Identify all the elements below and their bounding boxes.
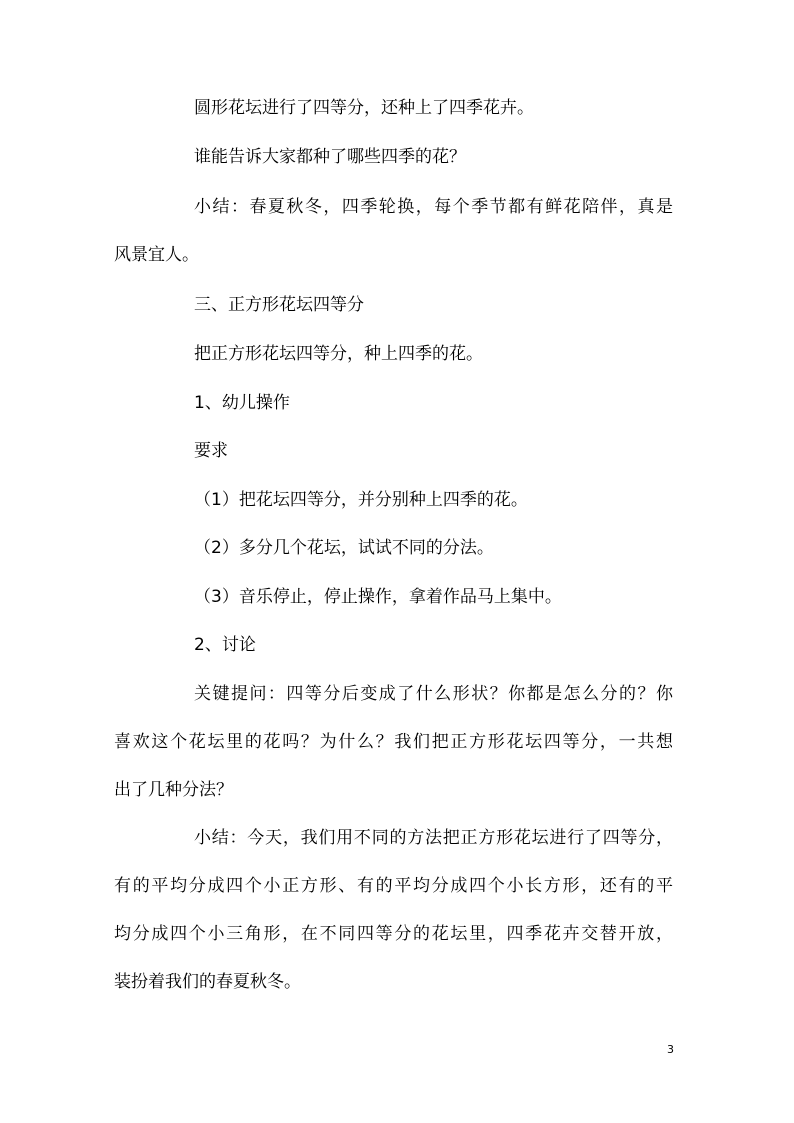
paragraph-line: 均分成四个小三角形，在不同四等分的花坛里，四季花卉交替开放， xyxy=(114,924,673,944)
section-heading: 三、正方形花坛四等分 xyxy=(194,295,364,315)
list-item: （3）音乐停止，停止操作，拿着作品马上集中。 xyxy=(194,587,562,607)
subheading: 1、幼儿操作 xyxy=(194,393,290,413)
paragraph-line: 喜欢这个花坛里的花吗？为什么？我们把正方形花坛四等分，一共想 xyxy=(114,732,673,752)
paragraph-line: 小结：今天，我们用不同的方法把正方形花坛进行了四等分， xyxy=(194,828,673,848)
list-item: （1）把花坛四等分，并分别种上四季的花。 xyxy=(194,490,528,510)
paragraph-line: 圆形花坛进行了四等分，还种上了四季花卉。 xyxy=(194,98,534,118)
paragraph-line: 装扮着我们的春夏秋冬。 xyxy=(114,972,301,992)
paragraph-line: 小结：春夏秋冬，四季轮换，每个季节都有鲜花陪伴，真是 xyxy=(194,197,673,217)
list-item: （2）多分几个花坛，试试不同的分法。 xyxy=(194,538,494,558)
subheading: 2、讨论 xyxy=(194,635,256,655)
paragraph-line: 风景宜人。 xyxy=(114,245,199,265)
paragraph-line: 出了几种分法？ xyxy=(114,780,233,800)
page-number: 3 xyxy=(667,1043,674,1056)
paragraph-line: 谁能告诉大家都种了哪些四季的花？ xyxy=(194,147,466,167)
paragraph-line: 要求 xyxy=(194,441,228,461)
paragraph-line: 有的平均分成四个小正方形、有的平均分成四个小长方形，还有的平 xyxy=(114,876,673,896)
paragraph-line: 关键提问：四等分后变成了什么形状？你都是怎么分的？你 xyxy=(194,684,673,704)
paragraph-line: 把正方形花坛四等分，种上四季的花。 xyxy=(194,344,483,364)
